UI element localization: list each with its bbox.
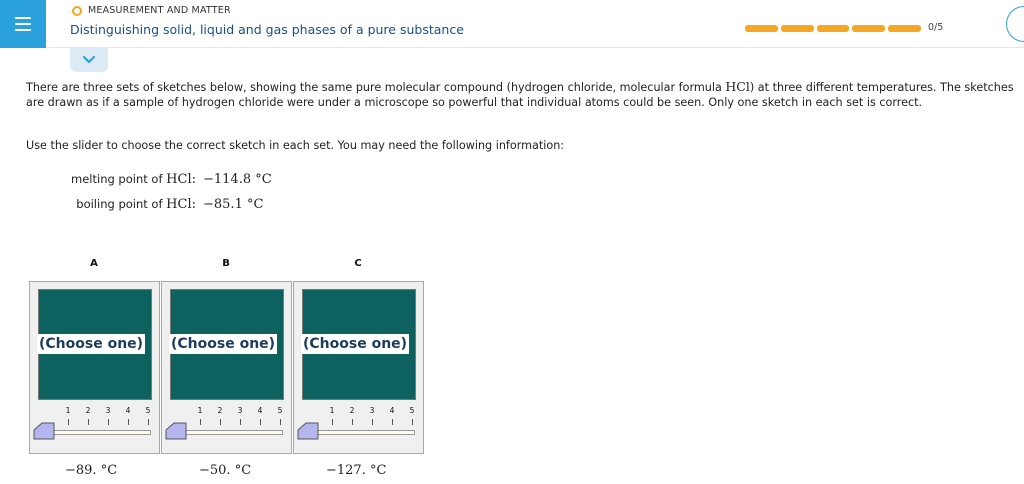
slider-track[interactable] <box>175 430 283 435</box>
intro-paragraph <box>26 79 1018 110</box>
top-header <box>0 0 1024 48</box>
topic-row <box>72 5 231 16</box>
menu-button[interactable] <box>0 0 46 48</box>
temperature-c: −127. °C <box>326 463 387 478</box>
choose-one-a[interactable]: (Choose one) <box>39 336 144 352</box>
slider-tick-label: 5 <box>409 406 415 415</box>
intro-text-before: There are three sets of sketches below, showing the same pure molecular compound (hydrogen chloride, molecular formula <box>26 81 726 94</box>
progress-segment <box>852 25 885 32</box>
chevron-down-icon <box>82 55 96 65</box>
circle-icon <box>72 6 82 16</box>
slider-tick-label: 4 <box>257 406 263 415</box>
slider-tick <box>68 419 69 425</box>
slider-tick <box>128 419 129 425</box>
topic-label: MEASUREMENT AND MATTER <box>88 5 231 16</box>
sketch-panel-b <box>161 281 292 454</box>
collapse-toggle[interactable] <box>70 48 108 72</box>
melting-point-label-text: melting point of <box>71 172 167 186</box>
slider-handle[interactable] <box>33 422 55 440</box>
slider-tick <box>240 419 241 425</box>
slider-tick <box>392 419 393 425</box>
slider-tick-label: 3 <box>237 406 243 415</box>
slider-tick <box>200 419 201 425</box>
set-a-label: A <box>90 258 98 269</box>
melting-point-label <box>60 172 196 187</box>
sketch-panel-c <box>293 281 424 454</box>
slider-track[interactable] <box>43 430 151 435</box>
intro-text-after: ) at three different temperatures. The sketches are drawn as if a sample of hydrogen chloride were under a microscope so powerful that individual atoms could be seen. Only one sketch in each set is correct. <box>26 81 1014 109</box>
hamburger-icon-bar <box>15 29 31 31</box>
progress-segment <box>888 25 921 32</box>
slider-track[interactable] <box>307 430 415 435</box>
slider-tick <box>260 419 261 425</box>
progress-segment <box>745 25 778 32</box>
slider-tick-label: 3 <box>369 406 375 415</box>
slider-tick-label: 2 <box>217 406 223 415</box>
account-button[interactable] <box>1006 6 1024 42</box>
melting-point-formula: HCl: <box>166 172 196 187</box>
slider-tick-label: 4 <box>389 406 395 415</box>
slider-tick-label: 3 <box>105 406 111 415</box>
slider-tick <box>352 419 353 425</box>
boiling-point-label-text: boiling point of <box>76 197 167 211</box>
slider-tick-label: 2 <box>349 406 355 415</box>
choose-one-b[interactable]: (Choose one) <box>171 336 276 352</box>
slider-tick <box>88 419 89 425</box>
boiling-point-value: −85.1 °C <box>203 197 264 212</box>
slider-tick-label: 1 <box>329 406 335 415</box>
slider-tick <box>332 419 333 425</box>
slider-tick-label: 5 <box>145 406 151 415</box>
slider-handle[interactable] <box>297 422 319 440</box>
slider-handle[interactable] <box>165 422 187 440</box>
hamburger-icon-bar <box>15 17 31 19</box>
instruction-text: Use the slider to choose the correct sketch in each set. You may need the following information: <box>26 139 565 152</box>
choose-one-c[interactable]: (Choose one) <box>303 336 408 352</box>
slider-tick <box>372 419 373 425</box>
progress-segment <box>781 25 814 32</box>
boiling-point-label <box>60 197 196 212</box>
sketch-slider-a[interactable] <box>33 406 158 446</box>
formula-hcl: HCl <box>725 79 750 94</box>
sketch-slider-c[interactable] <box>297 406 422 446</box>
slider-tick <box>280 419 281 425</box>
slider-tick <box>148 419 149 425</box>
melting-point-row <box>60 172 272 187</box>
set-c-label: C <box>354 258 362 269</box>
slider-tick <box>412 419 413 425</box>
hamburger-icon-bar <box>15 23 31 25</box>
boiling-point-formula: HCl: <box>166 197 196 212</box>
progress-segment <box>817 25 850 32</box>
progress-bar <box>745 25 921 32</box>
slider-tick <box>220 419 221 425</box>
temperature-b: −50. °C <box>199 463 252 478</box>
slider-tick-label: 2 <box>85 406 91 415</box>
slider-tick-label: 5 <box>277 406 283 415</box>
melting-point-value: −114.8 °C <box>203 172 272 187</box>
boiling-point-row <box>60 197 263 212</box>
temperature-a: −89. °C <box>65 463 118 478</box>
sketch-panel-a <box>29 281 160 454</box>
slider-tick <box>108 419 109 425</box>
slider-tick-label: 1 <box>197 406 203 415</box>
page-title: Distinguishing solid, liquid and gas phases of a pure substance <box>70 22 464 37</box>
sketch-slider-b[interactable] <box>165 406 290 446</box>
progress-label: 0/5 <box>928 22 944 33</box>
set-b-label: B <box>222 258 230 269</box>
slider-tick-label: 1 <box>65 406 71 415</box>
slider-tick-label: 4 <box>125 406 131 415</box>
